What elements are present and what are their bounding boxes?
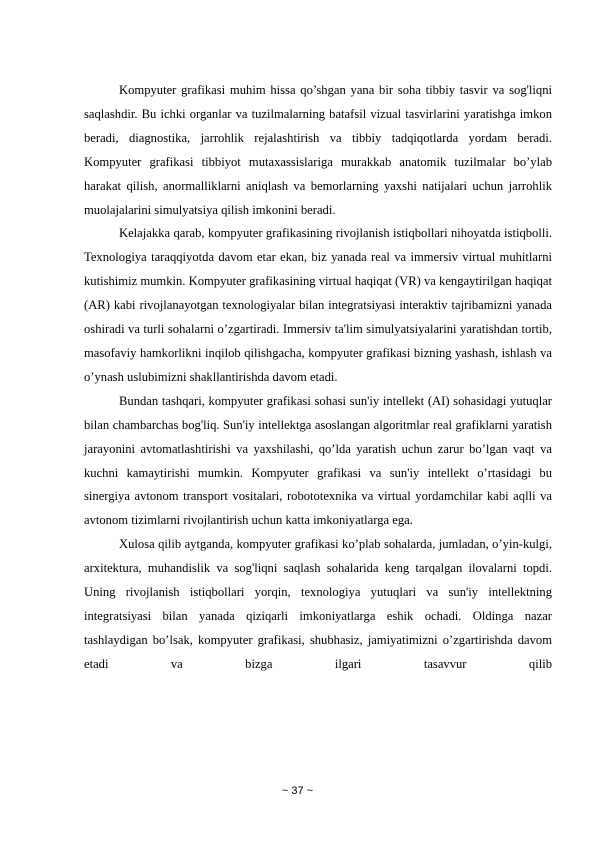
body-text (84, 79, 552, 677)
paragraph-medical-imaging: Kompyuter grafikasi muhim hissa qo’shgan yana bir soha tibbiy tasvir va sog'liqni saqlashdir. Bu ichki organlar va tuzilmalarning batafsil vizual tasvirlarini yaratishga imkon beradi, diagnostika, jarrohlik rejalashtirish va tibbiy tadqiqotlarda yordam beradi. Kompyuter grafikasi tibbiyot mutaxassislariga murakkab anatomik tuzilmalar bo’ylab harakat qilish, anormalliklarni aniqlash va bemorlarning yaxshi natijalari uchun jarrohlik muolajalarini simulyatsiya qilish imkonini beradi. (84, 83, 552, 217)
paragraph-future-prospects: Kelajakka qarab, kompyuter grafikasining rivojlanish istiqbollari nihoyatda istiqbolli. Texnologiya taraqqiyotda davom etar ekan, biz yanada real va immersiv virtual muhitlarni kutishimiz mumkin. Kompyuter grafikasining virtual haqiqat (VR) va kengaytirilgan haqiqat (AR) kabi rivojlanayotgan texnologiyalar bilan integratsiyasi interaktiv tajribamizni yanada oshiradi va turli sohalarni o’zgartiradi. Immersiv ta'lim simulyatsiyalarini yaratishdan tortib, masofaviy hamkorlikni inqilob qilishgacha, kompyuter grafikasi bizning yashash, ishlash va o’ynash uslubimizni shakllantirishda davom etadi. (84, 226, 552, 384)
paragraph-artificial-intelligence: Bundan tashqari, kompyuter grafikasi sohasi sun'iy intellekt (AI) sohasidagi yutuqlar bilan chambarchas bog'liq. Sun'iy intellektga asoslangan algoritmlar real grafiklarni yaratish jarayonini avtomatlashtirishi va yaxshilashi, qo’lda yaratish uchun zarur bo’lgan vaqt va kuchni kamaytirishi mumkin. Kompyuter grafikasi va sun'iy intellekt o’rtasidagi bu sinergiya avtonom transport vositalari, robototexnika va virtual yordamchilar kabi aqlli va avtonom tizimlarni rivojlantirish uchun katta imkoniyatlarga ega. (84, 393, 552, 528)
page-number: ~ 37 ~ (281, 785, 314, 797)
paragraph-conclusion: Xulosa qilib aytganda, kompyuter grafikasi ko’plab sohalarda, jumladan, o’yin-kulgi, arxitektura, muhandislik va sog'liqni saqlash sohalarida keng tarqalgan ilovalarni topdi. Uning rivojlanish istiqbollari yorqin, texnologiya yutuqlari va sun'iy intellektning integratsiyasi bilan yanada qiziqarli imkoniyatlarga eshik ochadi. Oldinga nazar tashlaydigan bo’lsak, kompyuter grafikasi, shubhasiz, jamiyatimizni o’zgartirishda davom etadi va bizga ilgari tasavvur qilib (84, 537, 552, 671)
